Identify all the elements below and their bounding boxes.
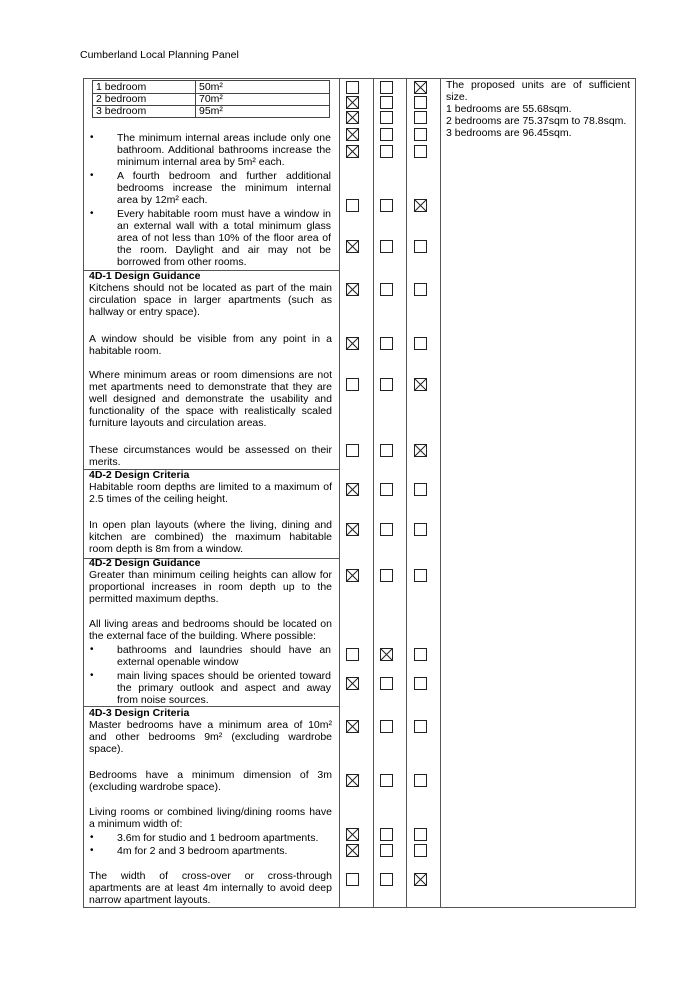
checkbox-empty-no[interactable] [380, 569, 393, 582]
checkbox-checked-yes[interactable] [346, 677, 359, 690]
column-divider [339, 79, 340, 907]
checkbox-empty-yes[interactable] [346, 378, 359, 391]
text-line: minimum internal area by 5m² each. [117, 156, 285, 168]
bullet-icon: • [90, 132, 94, 143]
checkbox-empty-na[interactable] [414, 96, 427, 109]
text-line: All living areas and bedrooms should be located on [89, 618, 332, 630]
checkbox-empty-yes[interactable] [346, 873, 359, 886]
text-line: Master bedrooms have a minimum area of 10m² [89, 719, 332, 731]
page-header: Cumberland Local Planning Panel [80, 49, 239, 61]
checkbox-empty-no[interactable] [380, 111, 393, 124]
column-divider [373, 79, 374, 907]
comment-line: 2 bedrooms are 75.37sqm to 78.8sqm. [446, 115, 627, 127]
checkbox-empty-no[interactable] [380, 128, 393, 141]
checkbox-empty-na[interactable] [414, 128, 427, 141]
text-line: bathrooms and laundries should have an [117, 644, 331, 656]
checkbox-empty-na[interactable] [414, 774, 427, 787]
checkbox-empty-no[interactable] [380, 720, 393, 733]
checkbox-empty-yes[interactable] [346, 444, 359, 457]
text-line: Where minimum areas or room dimensions are not [89, 369, 332, 381]
bullet-icon: • [90, 670, 94, 681]
text-line: a minimum width of: [89, 818, 183, 830]
text-line: room depth is 8m from a window. [89, 543, 244, 555]
room-type: 2 bedroom [96, 93, 147, 105]
text-line: area of not less than 10% of the floor area of [117, 232, 331, 244]
text-line: Bedrooms have a minimum dimension of 3m [89, 769, 332, 781]
checkbox-checked-yes[interactable] [346, 96, 359, 109]
text-line: external openable window [117, 656, 239, 668]
checkbox-checked-yes[interactable] [346, 774, 359, 787]
room-type: 3 bedroom [96, 105, 147, 117]
checkbox-empty-na[interactable] [414, 337, 427, 350]
checkbox-empty-yes[interactable] [346, 199, 359, 212]
column-divider [440, 79, 441, 907]
text-line: the room. Daylight and air may not be [117, 244, 331, 256]
checkbox-checked-na[interactable] [414, 873, 427, 886]
text-line: The width of cross-over or cross-through [89, 870, 332, 882]
comment-line: size. [446, 91, 468, 103]
bullet-icon: • [90, 845, 94, 856]
text-line: space). [89, 743, 124, 755]
checkbox-empty-no[interactable] [380, 81, 393, 94]
checkbox-empty-no[interactable] [380, 96, 393, 109]
checkbox-checked-na[interactable] [414, 378, 427, 391]
comment-line: 1 bedrooms are 55.68sqm. [446, 103, 572, 115]
text-line: In open plan layouts (where the living, dining and [89, 519, 332, 531]
check-x-icon [347, 484, 358, 495]
check-x-icon [347, 129, 358, 140]
checkbox-empty-na[interactable] [414, 828, 427, 841]
checkbox-checked-yes[interactable] [346, 844, 359, 857]
section-heading: 4D-3 Design Criteria [89, 707, 190, 719]
text-line: bathroom. Additional bathrooms increase the [117, 144, 331, 156]
checkbox-empty-no[interactable] [380, 199, 393, 212]
checkbox-checked-yes[interactable] [346, 483, 359, 496]
text-line: 3.6m for studio and 1 bedroom apartments. [117, 832, 319, 844]
checkbox-checked-yes[interactable] [346, 128, 359, 141]
checkbox-checked-yes[interactable] [346, 337, 359, 350]
checkbox-empty-yes[interactable] [346, 648, 359, 661]
comment-line: The proposed units are of sufficient [446, 79, 630, 91]
text-line: 2.5 times of the ceiling height. [89, 493, 228, 505]
text-line: from noise sources. [117, 694, 209, 706]
text-line: A fourth bedroom and further additional [117, 170, 331, 182]
checkbox-checked-yes[interactable] [346, 111, 359, 124]
checkbox-checked-yes[interactable] [346, 828, 359, 841]
room-area: 50m² [199, 81, 223, 93]
text-line: These circumstances would be assessed on their [89, 444, 332, 456]
text-line: Greater than minimum ceiling heights can allow for [89, 569, 332, 581]
room-type: 1 bedroom [96, 81, 147, 93]
text-line: A window should be visible from any point in a [89, 333, 332, 345]
check-x-icon [347, 570, 358, 581]
text-line: functionality of the space with realistically scaled [89, 405, 332, 417]
checkbox-empty-na[interactable] [414, 283, 427, 296]
text-line: Habitable room depths are limited to a maximum of [89, 481, 332, 493]
text-line: permitted maximum depths. [89, 593, 219, 605]
section-heading: 4D-1 Design Guidance [89, 270, 201, 282]
checkbox-empty-na[interactable] [414, 648, 427, 661]
check-x-icon [415, 379, 426, 390]
checkbox-empty-na[interactable] [414, 145, 427, 158]
check-x-icon [347, 775, 358, 786]
text-line: The minimum internal areas include only one [117, 132, 331, 144]
checkbox-empty-no[interactable] [380, 483, 393, 496]
text-line: furniture layouts and circulation areas. [89, 417, 267, 429]
check-x-icon [415, 445, 426, 456]
section-heading: 4D-2 Design Criteria [89, 469, 190, 481]
check-x-icon [347, 241, 358, 252]
check-x-icon [347, 524, 358, 535]
column-divider [406, 79, 407, 907]
checkbox-empty-na[interactable] [414, 844, 427, 857]
bullet-icon: • [90, 832, 94, 843]
checkbox-checked-yes[interactable] [346, 720, 359, 733]
checkbox-checked-yes[interactable] [346, 145, 359, 158]
check-x-icon [347, 845, 358, 856]
text-line: an external wall with a total minimum glass [117, 220, 331, 232]
text-line: circulation space in larger apartments (such as [89, 294, 332, 306]
checkbox-empty-yes[interactable] [346, 81, 359, 94]
check-x-icon [347, 146, 358, 157]
text-line: apartments are at least 4m internally to avoid deep [89, 882, 332, 894]
check-x-icon [347, 829, 358, 840]
text-line: hallway or entry space). [89, 306, 200, 318]
text-line: borrowed from other rooms. [117, 256, 247, 268]
checkbox-empty-no[interactable] [380, 337, 393, 350]
bullet-icon: • [90, 208, 94, 219]
room-area: 70m² [199, 93, 223, 105]
checkbox-checked-na[interactable] [414, 199, 427, 212]
checkbox-empty-no[interactable] [380, 774, 393, 787]
room-area: 95m² [199, 105, 223, 117]
checkbox-checked-no[interactable] [380, 648, 393, 661]
checkbox-checked-na[interactable] [414, 444, 427, 457]
check-x-icon [381, 649, 392, 660]
check-x-icon [415, 82, 426, 93]
text-line: (excluding wardrobe space). [89, 781, 221, 793]
comment-line: 3 bedrooms are 96.45sqm. [446, 127, 572, 139]
text-line: Kitchens should not be located as part of the main [89, 282, 332, 294]
check-x-icon [347, 97, 358, 108]
text-line: and other bedrooms 9m² (excluding wardrobe [89, 731, 332, 743]
text-line: merits. [89, 456, 121, 468]
text-line: habitable room. [89, 345, 162, 357]
checkbox-empty-no[interactable] [380, 283, 393, 296]
checkbox-empty-no[interactable] [380, 844, 393, 857]
text-line: bedrooms increase the minimum internal [117, 182, 331, 194]
checkbox-empty-no[interactable] [380, 677, 393, 690]
section-heading: 4D-2 Design Guidance [89, 557, 201, 569]
text-line: main living spaces should be oriented toward [117, 670, 331, 682]
text-line: the primary outlook and aspect and away [117, 682, 331, 694]
text-line: narrow apartment layouts. [89, 894, 211, 906]
checkbox-empty-na[interactable] [414, 720, 427, 733]
checkbox-empty-na[interactable] [414, 677, 427, 690]
checkbox-checked-yes[interactable] [346, 240, 359, 253]
text-line: the external face of the building. Where possible: [89, 630, 317, 642]
checkbox-empty-na[interactable] [414, 569, 427, 582]
text-line: proportional increases in room depth up to the [89, 581, 332, 593]
text-line: well designed and demonstrate the usability and [89, 393, 332, 405]
check-x-icon [347, 284, 358, 295]
checkbox-checked-yes[interactable] [346, 523, 359, 536]
checkbox-checked-yes[interactable] [346, 569, 359, 582]
check-x-icon [347, 338, 358, 349]
checkbox-empty-no[interactable] [380, 240, 393, 253]
text-line: kitchen are combined) the maximum habitable [89, 531, 332, 543]
checkbox-empty-na[interactable] [414, 483, 427, 496]
text-line: Every habitable room must have a window in [117, 208, 331, 220]
checkbox-empty-no[interactable] [380, 873, 393, 886]
text-line: area by 12m² each. [117, 194, 208, 206]
checkbox-empty-no[interactable] [380, 145, 393, 158]
checkbox-empty-na[interactable] [414, 523, 427, 536]
text-line: Living rooms or combined living/dining rooms have [89, 806, 332, 818]
bullet-icon: • [90, 170, 94, 181]
checkbox-checked-na[interactable] [414, 81, 427, 94]
checkbox-checked-yes[interactable] [346, 283, 359, 296]
check-x-icon [347, 721, 358, 732]
checkbox-empty-no[interactable] [380, 828, 393, 841]
check-x-icon [415, 200, 426, 211]
text-line: 4m for 2 and 3 bedroom apartments. [117, 845, 288, 857]
bullet-icon: • [90, 644, 94, 655]
text-line: met apartments need to demonstrate that they are [89, 381, 332, 393]
checkbox-empty-no[interactable] [380, 523, 393, 536]
check-x-icon [347, 112, 358, 123]
check-x-icon [415, 874, 426, 885]
checkbox-empty-na[interactable] [414, 240, 427, 253]
check-x-icon [347, 678, 358, 689]
checkbox-empty-no[interactable] [380, 378, 393, 391]
checkbox-empty-no[interactable] [380, 444, 393, 457]
checkbox-empty-na[interactable] [414, 111, 427, 124]
